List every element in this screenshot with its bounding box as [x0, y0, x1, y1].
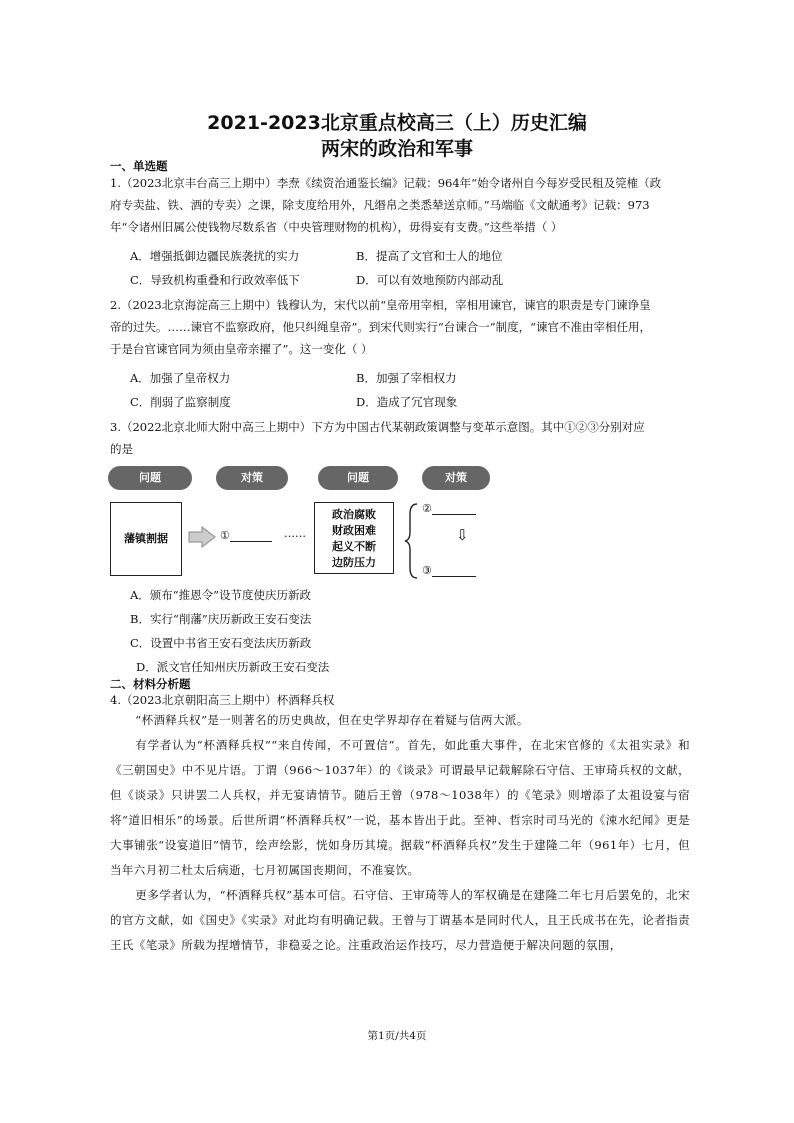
brace-icon: [404, 502, 418, 580]
question-3-stem: [110, 416, 690, 460]
blank-line: [230, 531, 272, 542]
material-paragraph: 更多学者认为，“杯酒释兵权”基本可信。石守信、王审琦等人的军权确是在建隆二年七月后罢免的，北宋的官方文献，如《国史》《实录》对此均有明确记载。王曾与丁谓基本是同时代人，且王氏成书在先，论者指责王氏《笔录》所载为捏增情节，非稳妥之论。注重政治运作技巧，尽力营造便于解决问题的氛围，: [110, 888, 690, 952]
question-2-stem: [110, 294, 690, 360]
question-1-option-a[interactable]: A．增强抵御边疆民族袭扰的实力: [130, 249, 300, 263]
diagram-blank-1: [220, 529, 272, 542]
circled-number-1: ①: [220, 529, 230, 542]
circled-number-2: ②: [422, 502, 432, 515]
question-3-option-a[interactable]: A．颁布“推恩令”设节度使庆历新政: [130, 588, 312, 602]
question-3-option-d[interactable]: D．派文官任知州庆历新政王安石变法: [136, 660, 330, 674]
diagram-blank-2: [422, 502, 476, 515]
problem-item: 财政困难: [332, 524, 376, 537]
diagram-problem-box-2: [314, 502, 394, 574]
document-subtitle: 两宋的政治和军事: [320, 138, 473, 160]
question-3-line: 的是: [110, 442, 133, 456]
question-1-option-b[interactable]: B．提高了文官和士人的地位: [356, 249, 503, 263]
question-2-option-d[interactable]: D．造成了冗官现象: [356, 395, 458, 409]
material-paragraph: “杯酒释兵权”是一则著名的历史典故，但在史学界却存在着疑与信两大派。: [135, 713, 529, 727]
diagram-tag-problem-2: 问题: [318, 466, 398, 490]
question-4-material: [110, 708, 690, 958]
question-2-line: 2.（2023北京海淀高三上期中）钱穆认为，宋代以前“皇帝用宰相，宰相用谏官，谏官的职责是专门谏诤皇: [110, 298, 651, 312]
blank-line: [432, 504, 476, 515]
question-2-line: 于是台官谏官同为须由皇帝亲擢了”。这一变化（ ）: [110, 342, 373, 356]
document-title: 2021-2023北京重点校高三（上）历史汇编: [207, 112, 587, 134]
page-footer: 第1页/共4页: [367, 1030, 427, 1042]
diagram-tag-measure-2: 对策: [422, 466, 490, 490]
question-1-stem: [110, 172, 690, 238]
problem-item: 起义不断: [332, 540, 376, 553]
circled-number-3: ③: [422, 564, 432, 577]
section-heading-material-analysis: 二、材料分析题: [110, 677, 191, 691]
question-1-line: 1.（2023北京丰台高三上期中）李焘《续资治通鉴长编》记载：964年“始令诸州自今每岁受民租及筦榷（政: [110, 176, 662, 190]
blank-line: [432, 566, 476, 577]
question-2-option-c[interactable]: C．削弱了监察制度: [130, 395, 231, 409]
question-1-option-d[interactable]: D．可以有效地预防内部动乱: [356, 273, 504, 287]
diagram-problem-box-1: 藩镇割据: [110, 502, 182, 576]
problem-item: 政治腐败: [332, 508, 376, 521]
diagram-blank-3: [422, 564, 476, 577]
diagram-tag-problem-1: 问题: [108, 466, 192, 490]
question-3-option-b[interactable]: B．实行“削藩”庆历新政王安石变法: [130, 612, 312, 626]
problem-item: 边防压力: [332, 556, 376, 569]
section-heading-single-choice: 一、单选题: [110, 159, 168, 173]
question-2-option-a[interactable]: A．加强了皇帝权力: [130, 371, 231, 385]
right-arrow-icon: [188, 526, 216, 548]
question-2-option-b[interactable]: B．加强了宰相权力: [356, 371, 457, 385]
question-1-line: 府专卖盐、铁、酒的专卖）之课，除支度给用外，凡缗帛之类悉辇送京师。”马端临《文献通考》记载：973: [110, 198, 650, 212]
diagram-dots: ……: [284, 527, 306, 540]
question-1-option-c[interactable]: C．导致机构重叠和行政效率低下: [130, 273, 300, 287]
material-paragraph: 有学者认为“杯酒释兵权”“来自传闻，不可置信”。首先，如此重大事件，在北宋官修的《太祖实录》和《三朝国史》中不见片语。丁谓（966～1037年）的《谈录》可谓最早记载解除石守信、王审琦兵权的文献，但《谈录》只讲罢二人兵权，并无宴请情节。随后王曾（978～1038年）的《笔录》则增添了太祖设宴与宿将“道旧相乐”的场景。后世所谓“杯酒释兵权”一说，基本皆出于此。至神、哲宗时司马光的《涑水纪闻》更是大事铺张“设宴道旧”情节，绘声绘影，恍如身历其境。据载“杯酒释兵权”发生于建隆二年（961年）七月，但当年六月初二杜太后病逝，七月初属国丧期间，不准宴饮。: [110, 738, 690, 877]
question-2-line: 帝的过失。……谏官不监察政府，他只纠绳皇帝”。到宋代则实行“台谏合一”制度，“谏官不准由宰相任用，: [110, 320, 652, 334]
question-3-line: 3.（2022北京北师大附中高三上期中）下方为中国古代某朝政策调整与变革示意图。其中①②③分别对应: [110, 420, 645, 434]
question-4-heading: 4.（2023北京朝阳高三上期中）杯酒释兵权: [110, 693, 335, 707]
policy-diagram: [108, 466, 493, 582]
diagram-tag-measure-1: 对策: [216, 466, 288, 490]
question-1-line: 年“令诸州旧属公使钱物尽数系省（中央管理财物的机构），毋得妄有支费。”这些举措（ ）: [110, 220, 563, 234]
question-3-option-c[interactable]: C．设置中书省王安石变法庆历新政: [130, 636, 312, 650]
down-arrow-icon: ⇩: [456, 526, 469, 544]
